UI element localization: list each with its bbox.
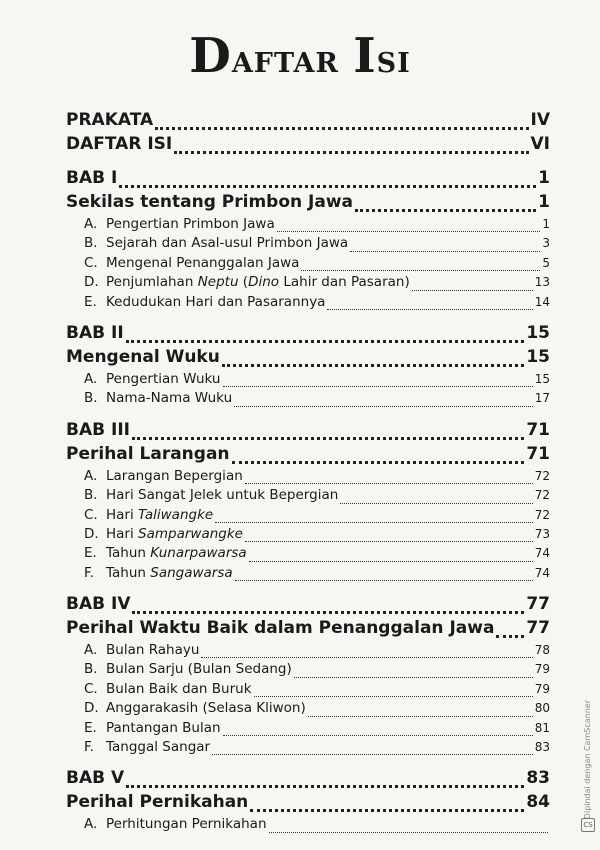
dot-leader: [245, 483, 533, 484]
toc-entry-label: Perihal Waktu Baik dalam Penanggalan Jawa: [66, 618, 495, 639]
toc-section-entry[interactable]: [66, 661, 550, 680]
toc-section-entry[interactable]: [66, 235, 550, 254]
toc-entry-label: [84, 565, 233, 581]
section-letter: D.: [84, 525, 99, 542]
section-letter: B.: [84, 235, 98, 252]
section-text: Kedudukan Hari dan Pasarannya: [106, 293, 326, 310]
toc-entry-label: Sekilas tentang Primbon Jawa: [66, 192, 354, 212]
section-text: Pantangan Bulan: [106, 719, 221, 736]
toc-entry-label: [84, 720, 221, 736]
toc-page-number: 1: [542, 217, 550, 231]
toc-page-number: 80: [534, 701, 550, 716]
toc-entry-label: [84, 216, 275, 232]
section-text-part: Samparwangke: [138, 525, 243, 542]
toc-page-number: 13: [534, 275, 550, 290]
section-text-part: Hari: [106, 525, 139, 542]
toc-page-number: 71: [526, 443, 550, 464]
toc-entry-label: [84, 507, 213, 523]
toc-page-number: 77: [526, 594, 550, 615]
toc-section-entry[interactable]: [66, 507, 550, 526]
toc-section-entry[interactable]: [66, 816, 550, 835]
section-letter: A.: [84, 816, 98, 833]
toc-section-entry[interactable]: [66, 468, 550, 487]
toc-entry-label: [84, 235, 348, 251]
toc-section-entry[interactable]: [66, 681, 550, 700]
dot-leader: [269, 832, 548, 833]
dot-leader: [496, 635, 524, 638]
dot-leader: [249, 561, 533, 562]
section-letter: B.: [84, 390, 98, 407]
section-text: Bulan Baik dan Buruk: [106, 680, 252, 697]
dot-leader: [223, 735, 533, 736]
section-text-part: Lahir dan Pasaran): [279, 274, 410, 291]
section-text: Bulan Sarju (Bulan Sedang): [106, 661, 292, 678]
section-text: Anggarakasih (Selasa Kliwon): [106, 700, 306, 717]
dot-leader: [245, 541, 533, 542]
dot-leader: [308, 716, 533, 717]
toc-entry-label: [84, 371, 221, 387]
section-text: Hari Sangat Jelek untuk Bepergian: [106, 487, 339, 504]
section-text-part: Kunarpawarsa: [150, 545, 247, 562]
toc-entry-label: [84, 274, 410, 290]
dot-leader: [235, 580, 533, 581]
toc-page-number: IV: [530, 110, 550, 130]
dot-leader: [155, 127, 528, 130]
toc-entry-label: [84, 739, 210, 755]
toc-page-number: 72: [534, 507, 550, 522]
toc-entry-label: [84, 294, 325, 310]
toc-page-number: 83: [526, 768, 550, 789]
toc-entry-label: [84, 700, 306, 716]
dot-leader: [174, 151, 528, 154]
toc-entry-label: [84, 642, 199, 658]
toc-entry-label: [84, 661, 292, 677]
toc-section-entry[interactable]: [66, 700, 550, 719]
toc-page-number: 74: [534, 546, 550, 561]
toc-chapter-number[interactable]: [66, 323, 550, 347]
section-text: Pengertian Wuku: [106, 370, 221, 387]
toc-section-entry[interactable]: [66, 294, 550, 313]
toc-entry-label: BAB I: [66, 168, 118, 188]
section-text-part: Tahun: [106, 545, 151, 562]
toc-page-number: 15: [534, 371, 550, 386]
section-text-part: Neptu: [197, 274, 239, 291]
toc-entry-label: Perihal Larangan: [66, 443, 230, 464]
dot-leader: [201, 657, 532, 658]
toc-page-number: 15: [526, 322, 550, 343]
dot-leader: [119, 185, 536, 188]
toc-section-entry[interactable]: [66, 274, 550, 293]
toc-section-entry[interactable]: [66, 390, 550, 409]
toc-section-entry[interactable]: [66, 565, 550, 584]
section-text-part: Hari: [106, 506, 139, 523]
toc-page-number: 5: [542, 255, 550, 270]
toc-section-entry[interactable]: [66, 255, 550, 274]
toc-page-number: 15: [526, 346, 550, 367]
section-text-part: (: [238, 274, 249, 291]
toc-section-entry[interactable]: [66, 216, 550, 235]
toc-entry-label: DAFTAR ISI: [66, 134, 173, 154]
section-text: Nama-Nama Wuku: [106, 390, 233, 407]
section-letter: C.: [84, 506, 98, 523]
toc-page-number: 14: [534, 294, 550, 309]
section-text: Mengenal Penanggalan Jawa: [106, 254, 300, 271]
toc-page-number: 79: [534, 681, 550, 696]
dot-leader: [126, 785, 524, 788]
dot-leader: [340, 503, 532, 504]
section-text: Bulan Rahayu: [106, 642, 200, 659]
dot-leader: [250, 809, 524, 812]
section-text-part: Tahun: [106, 564, 151, 581]
section-letter: C.: [84, 254, 98, 271]
toc-page-number: 79: [534, 662, 550, 677]
section-letter: E.: [84, 719, 97, 736]
toc-chapter-number[interactable]: [66, 768, 550, 792]
toc-entry-label: [84, 681, 252, 697]
dot-leader: [126, 340, 525, 343]
toc-chapter-title[interactable]: [66, 192, 550, 216]
dot-leader: [223, 386, 533, 387]
toc-entry-label: Perihal Pernikahan: [66, 792, 249, 813]
dot-leader: [215, 522, 533, 523]
dot-leader: [350, 251, 540, 252]
section-text: Tanggal Sangar: [106, 739, 211, 756]
toc-section-entry[interactable]: [66, 487, 550, 506]
section-letter: A.: [84, 642, 98, 659]
toc-chapter-number[interactable]: [66, 420, 550, 444]
toc-entry-label: BAB III: [66, 419, 130, 440]
toc-entry-label: [84, 487, 338, 503]
toc-entry-label: [84, 526, 243, 542]
section-text-part: Taliwangke: [138, 506, 214, 523]
table-of-contents: [66, 110, 550, 836]
toc-page-number: 72: [534, 468, 550, 483]
section-text: Perhitungan Pernikahan: [106, 816, 267, 833]
toc-entry-label: [84, 545, 247, 561]
section-text: Pengertian Primbon Jawa: [106, 216, 275, 232]
section-text: Sejarah dan Asal-usul Primbon Jawa: [106, 235, 349, 252]
toc-entry-label: [84, 390, 232, 406]
toc-front-entry[interactable]: [66, 110, 550, 134]
toc-chapter-title[interactable]: [66, 444, 550, 468]
toc-entry-label: [84, 816, 267, 832]
section-letter: F.: [84, 564, 94, 581]
toc-section-entry[interactable]: [66, 642, 550, 661]
toc-chapter-number[interactable]: [66, 168, 550, 192]
toc-section-entry[interactable]: [66, 526, 550, 545]
section-letter: E.: [84, 545, 97, 562]
toc-section-entry[interactable]: [66, 739, 550, 758]
section-letter: E.: [84, 293, 97, 310]
toc-entry-label: BAB IV: [66, 594, 131, 615]
toc-chapter-title[interactable]: [66, 618, 550, 642]
toc-page-number: VI: [530, 134, 550, 154]
toc-entry-label: [84, 468, 243, 484]
dot-leader: [132, 437, 524, 440]
dot-leader: [301, 270, 540, 271]
toc-page-number: 1: [538, 192, 550, 212]
section-letter: A.: [84, 370, 98, 387]
toc-page-number: 77: [526, 618, 550, 639]
dot-leader: [277, 231, 541, 232]
section-letter: B.: [84, 487, 98, 504]
dot-leader: [234, 406, 533, 407]
toc-page-number: 1: [538, 168, 550, 188]
section-letter: B.: [84, 661, 98, 678]
toc-page-number: 72: [534, 488, 550, 503]
dot-leader: [355, 209, 536, 212]
dot-leader: [294, 677, 533, 678]
toc-section-entry[interactable]: [66, 720, 550, 739]
toc-entry-label: BAB II: [66, 322, 124, 343]
toc-page-number: 17: [534, 391, 550, 406]
section-letter: D.: [84, 274, 99, 291]
section-letter: F.: [84, 739, 94, 756]
toc-page-number: 71: [526, 419, 550, 440]
section-letter: C.: [84, 680, 98, 697]
toc-page-number: 3: [542, 236, 550, 251]
toc-entry-label: [84, 255, 299, 271]
toc-page-number: 81: [534, 720, 550, 735]
toc-section-entry[interactable]: [66, 545, 550, 564]
toc-section-entry[interactable]: [66, 371, 550, 390]
toc-chapter-number[interactable]: [66, 594, 550, 618]
scanner-watermark: Dipindai dengan CamScanner: [583, 700, 592, 820]
section-text-part: Dino: [248, 274, 280, 291]
dot-leader: [327, 309, 532, 310]
section-text-part: Penjumlahan: [106, 274, 198, 291]
toc-page-number: 78: [534, 643, 550, 658]
section-letter: D.: [84, 700, 99, 717]
dot-leader: [212, 754, 533, 755]
toc-page-number: 73: [534, 526, 550, 541]
toc-page-number: 84: [526, 792, 550, 813]
section-text: Larangan Bepergian: [106, 467, 243, 484]
camscanner-logo-icon: CS: [581, 818, 595, 832]
toc-entry-label: BAB V: [66, 768, 125, 789]
toc-page-number: 74: [534, 565, 550, 580]
dot-leader: [132, 611, 524, 614]
section-letter: A.: [84, 216, 98, 232]
section-letter: A.: [84, 467, 98, 484]
toc-page-number: 83: [534, 740, 550, 755]
page-title: Daftar Isi: [189, 28, 411, 84]
section-text-part: Sangawarsa: [150, 564, 233, 581]
dot-leader: [412, 290, 533, 291]
toc-entry-label: Mengenal Wuku: [66, 346, 220, 367]
dot-leader: [254, 696, 533, 697]
toc-chapter-title[interactable]: [66, 792, 550, 816]
dot-leader: [222, 364, 524, 367]
toc-entry-label: PRAKATA: [66, 110, 154, 130]
toc-front-entry[interactable]: [66, 134, 550, 158]
toc-chapter-title[interactable]: [66, 347, 550, 371]
dot-leader: [232, 461, 525, 464]
